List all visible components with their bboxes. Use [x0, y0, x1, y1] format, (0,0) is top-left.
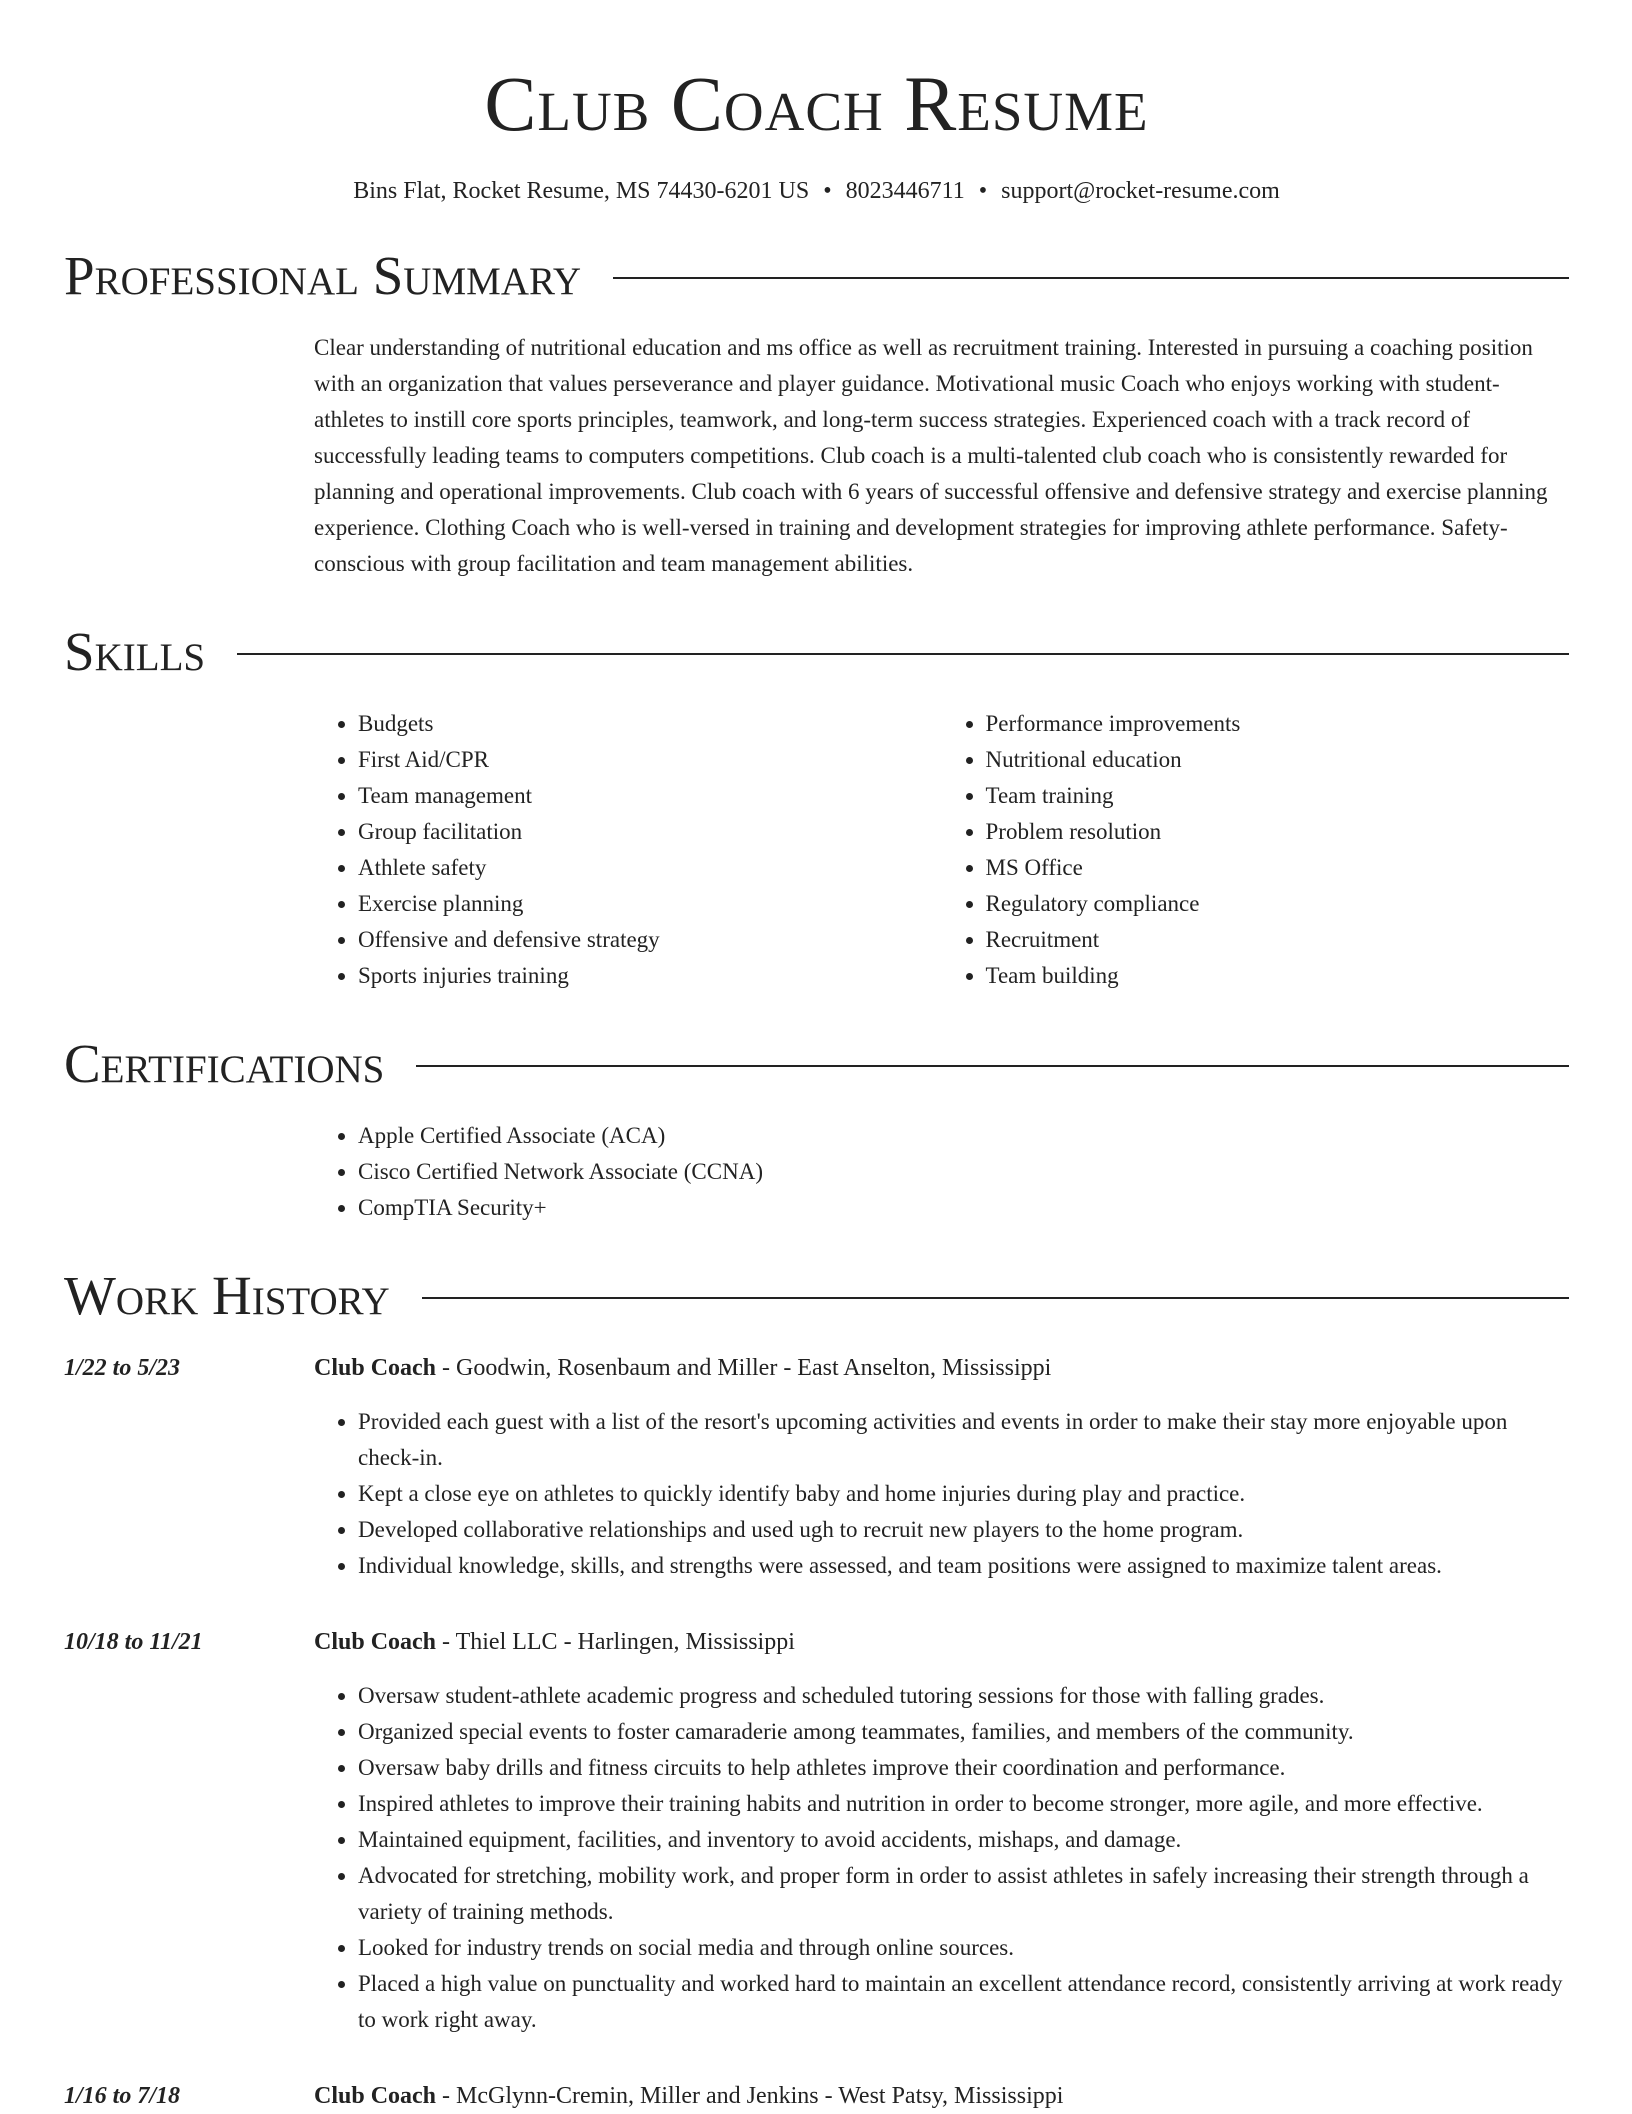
- skills-left-list: [314, 706, 942, 994]
- skill-item: • Budgets: [358, 706, 942, 742]
- certification-item: • CompTIA Security+: [358, 1190, 1569, 1226]
- job-bullet: • Oversaw baby drills and fitness circuits to help athletes improve their coordination and performance.: [358, 1750, 1569, 1786]
- certification-item: • Cisco Certified Network Associate (CCNA): [358, 1154, 1569, 1190]
- job-bullets: [314, 1404, 1569, 1584]
- contact-phone: 8023446711: [845, 178, 965, 204]
- job-bullet: • Maintained equipment, facilities, and inventory to avoid accidents, mishaps, and damage.: [358, 1822, 1569, 1858]
- skill-item: • Sports injuries training: [358, 958, 942, 994]
- job-dates: 1/16 to 7/18: [64, 2083, 181, 2109]
- job-bullet: • Advocated for stretching, mobility work, and proper form in order to assist athletes in safely increasing their strength through a variety of training methods.: [358, 1858, 1569, 1930]
- job-bullet: • Organized special events to foster camaraderie among teammates, families, and members of the community.: [358, 1714, 1569, 1750]
- skill-item: • Exercise planning: [358, 886, 942, 922]
- section-rule: [237, 653, 1569, 655]
- job-title-line: [314, 2078, 1569, 2114]
- job-dates: 1/22 to 5/23: [64, 1355, 181, 1381]
- certifications-title: Certifications: [64, 1033, 385, 1094]
- job-role: Club Coach: [314, 1355, 437, 1381]
- contact-line: [64, 176, 1569, 206]
- section-rule: [422, 1297, 1569, 1299]
- job-bullet: • Looked for industry trends on social media and through online sources.: [358, 1930, 1569, 1966]
- job-title-line: [314, 1350, 1569, 1386]
- skill-item: • Performance improvements: [986, 706, 1570, 742]
- job-role: Club Coach: [314, 1629, 437, 1655]
- job-bullets: [314, 1678, 1569, 2038]
- skills-heading: [64, 622, 1569, 682]
- job-dates: 10/18 to 11/21: [64, 1629, 203, 1655]
- certifications-list: [314, 1118, 1569, 1226]
- skill-item: • First Aid/CPR: [358, 742, 942, 778]
- job-bullet: • Individual knowledge, skills, and strengths were assessed, and team positions were assigned to maximize talent areas.: [358, 1548, 1569, 1584]
- work-history-heading: [64, 1266, 1569, 1326]
- job-bullet: • Kept a close eye on athletes to quickly identify baby and home injuries during play and practice.: [358, 1476, 1569, 1512]
- job-bullet: • Oversaw student-athlete academic progress and scheduled tutoring sessions for those with falling grades.: [358, 1678, 1569, 1714]
- job-entry: [64, 1350, 1569, 1584]
- summary-heading: [64, 246, 1569, 306]
- skill-item: • MS Office: [986, 850, 1570, 886]
- skills-columns: [314, 706, 1569, 994]
- skill-item: • Problem resolution: [986, 814, 1570, 850]
- contact-separator: •: [823, 178, 832, 204]
- job-title-line: [314, 1624, 1569, 1660]
- job-role: Club Coach: [314, 2083, 437, 2109]
- contact-address: Bins Flat, Rocket Resume, MS 74430-6201 US: [353, 178, 810, 204]
- skills-section: [64, 622, 1569, 994]
- work-history-title: Work History: [64, 1265, 390, 1326]
- summary-section: [64, 246, 1569, 582]
- job-employer: - Thiel LLC - Harlingen, Mississippi: [436, 1629, 795, 1655]
- job-bullet: • Developed collaborative relationships and used ugh to recruit new players to the home program.: [358, 1512, 1569, 1548]
- skill-item: • Offensive and defensive strategy: [358, 922, 942, 958]
- skill-item: • Team management: [358, 778, 942, 814]
- certifications-section: [64, 1034, 1569, 1226]
- section-rule: [613, 277, 1569, 279]
- job-bullet: • Provided each guest with a list of the resort's upcoming activities and events in order to make their stay more enjoyable upon check-in.: [358, 1404, 1569, 1476]
- job-body: [314, 1350, 1569, 1584]
- job-employer: - Goodwin, Rosenbaum and Miller - East Anselton, Mississippi: [436, 1355, 1052, 1381]
- skill-item: • Nutritional education: [986, 742, 1570, 778]
- skill-item: • Team training: [986, 778, 1570, 814]
- job-bullet: • Inspired athletes to improve their training habits and nutrition in order to become stronger, more agile, and more effective.: [358, 1786, 1569, 1822]
- certification-item: • Apple Certified Associate (ACA): [358, 1118, 1569, 1154]
- job-body: [314, 1624, 1569, 2038]
- resume-title: Club Coach Resume: [484, 60, 1149, 147]
- contact-email: support@rocket-resume.com: [1001, 178, 1280, 204]
- skill-item: • Team building: [986, 958, 1570, 994]
- section-rule: [416, 1065, 1569, 1067]
- skill-item: • Regulatory compliance: [986, 886, 1570, 922]
- work-history-section: [64, 1266, 1569, 2114]
- job-employer: - McGlynn-Cremin, Miller and Jenkins - West Patsy, Mississippi: [436, 2083, 1064, 2109]
- skill-item: • Athlete safety: [358, 850, 942, 886]
- job-entry: [64, 2078, 1569, 2114]
- skills-title: Skills: [64, 621, 206, 682]
- skill-item: • Group facilitation: [358, 814, 942, 850]
- skill-item: • Recruitment: [986, 922, 1570, 958]
- job-entry: [64, 1624, 1569, 2038]
- job-bullet: • Placed a high value on punctuality and worked hard to maintain an excellent attendance record, consistently arriving at work ready to work right away.: [358, 1966, 1569, 2038]
- certifications-heading: [64, 1034, 1569, 1094]
- summary-text: Clear understanding of nutritional education and ms office as well as recruitment training. Interested in pursuing a coaching position with an organization that values perseverance and player guidance. Motivational music Coach who enjoys working with student-athletes to instill core sports principles, teamwork, and long-term success strategies. Experienced coach with a track record of successfully leading teams to computers competitions. Club coach is a multi-talented club coach who is consistently rewarded for planning and operational improvements. Club coach with 6 years of successful offensive and defensive strategy and exercise planning experience. Clothing Coach who is well-versed in training and development strategies for improving athlete performance. Safety-conscious with group facilitation and team management abilities.: [314, 335, 1548, 576]
- skills-right-list: [942, 706, 1570, 994]
- job-body: [314, 2078, 1569, 2114]
- contact-separator: •: [978, 178, 988, 204]
- summary-title: Professional Summary: [64, 245, 582, 306]
